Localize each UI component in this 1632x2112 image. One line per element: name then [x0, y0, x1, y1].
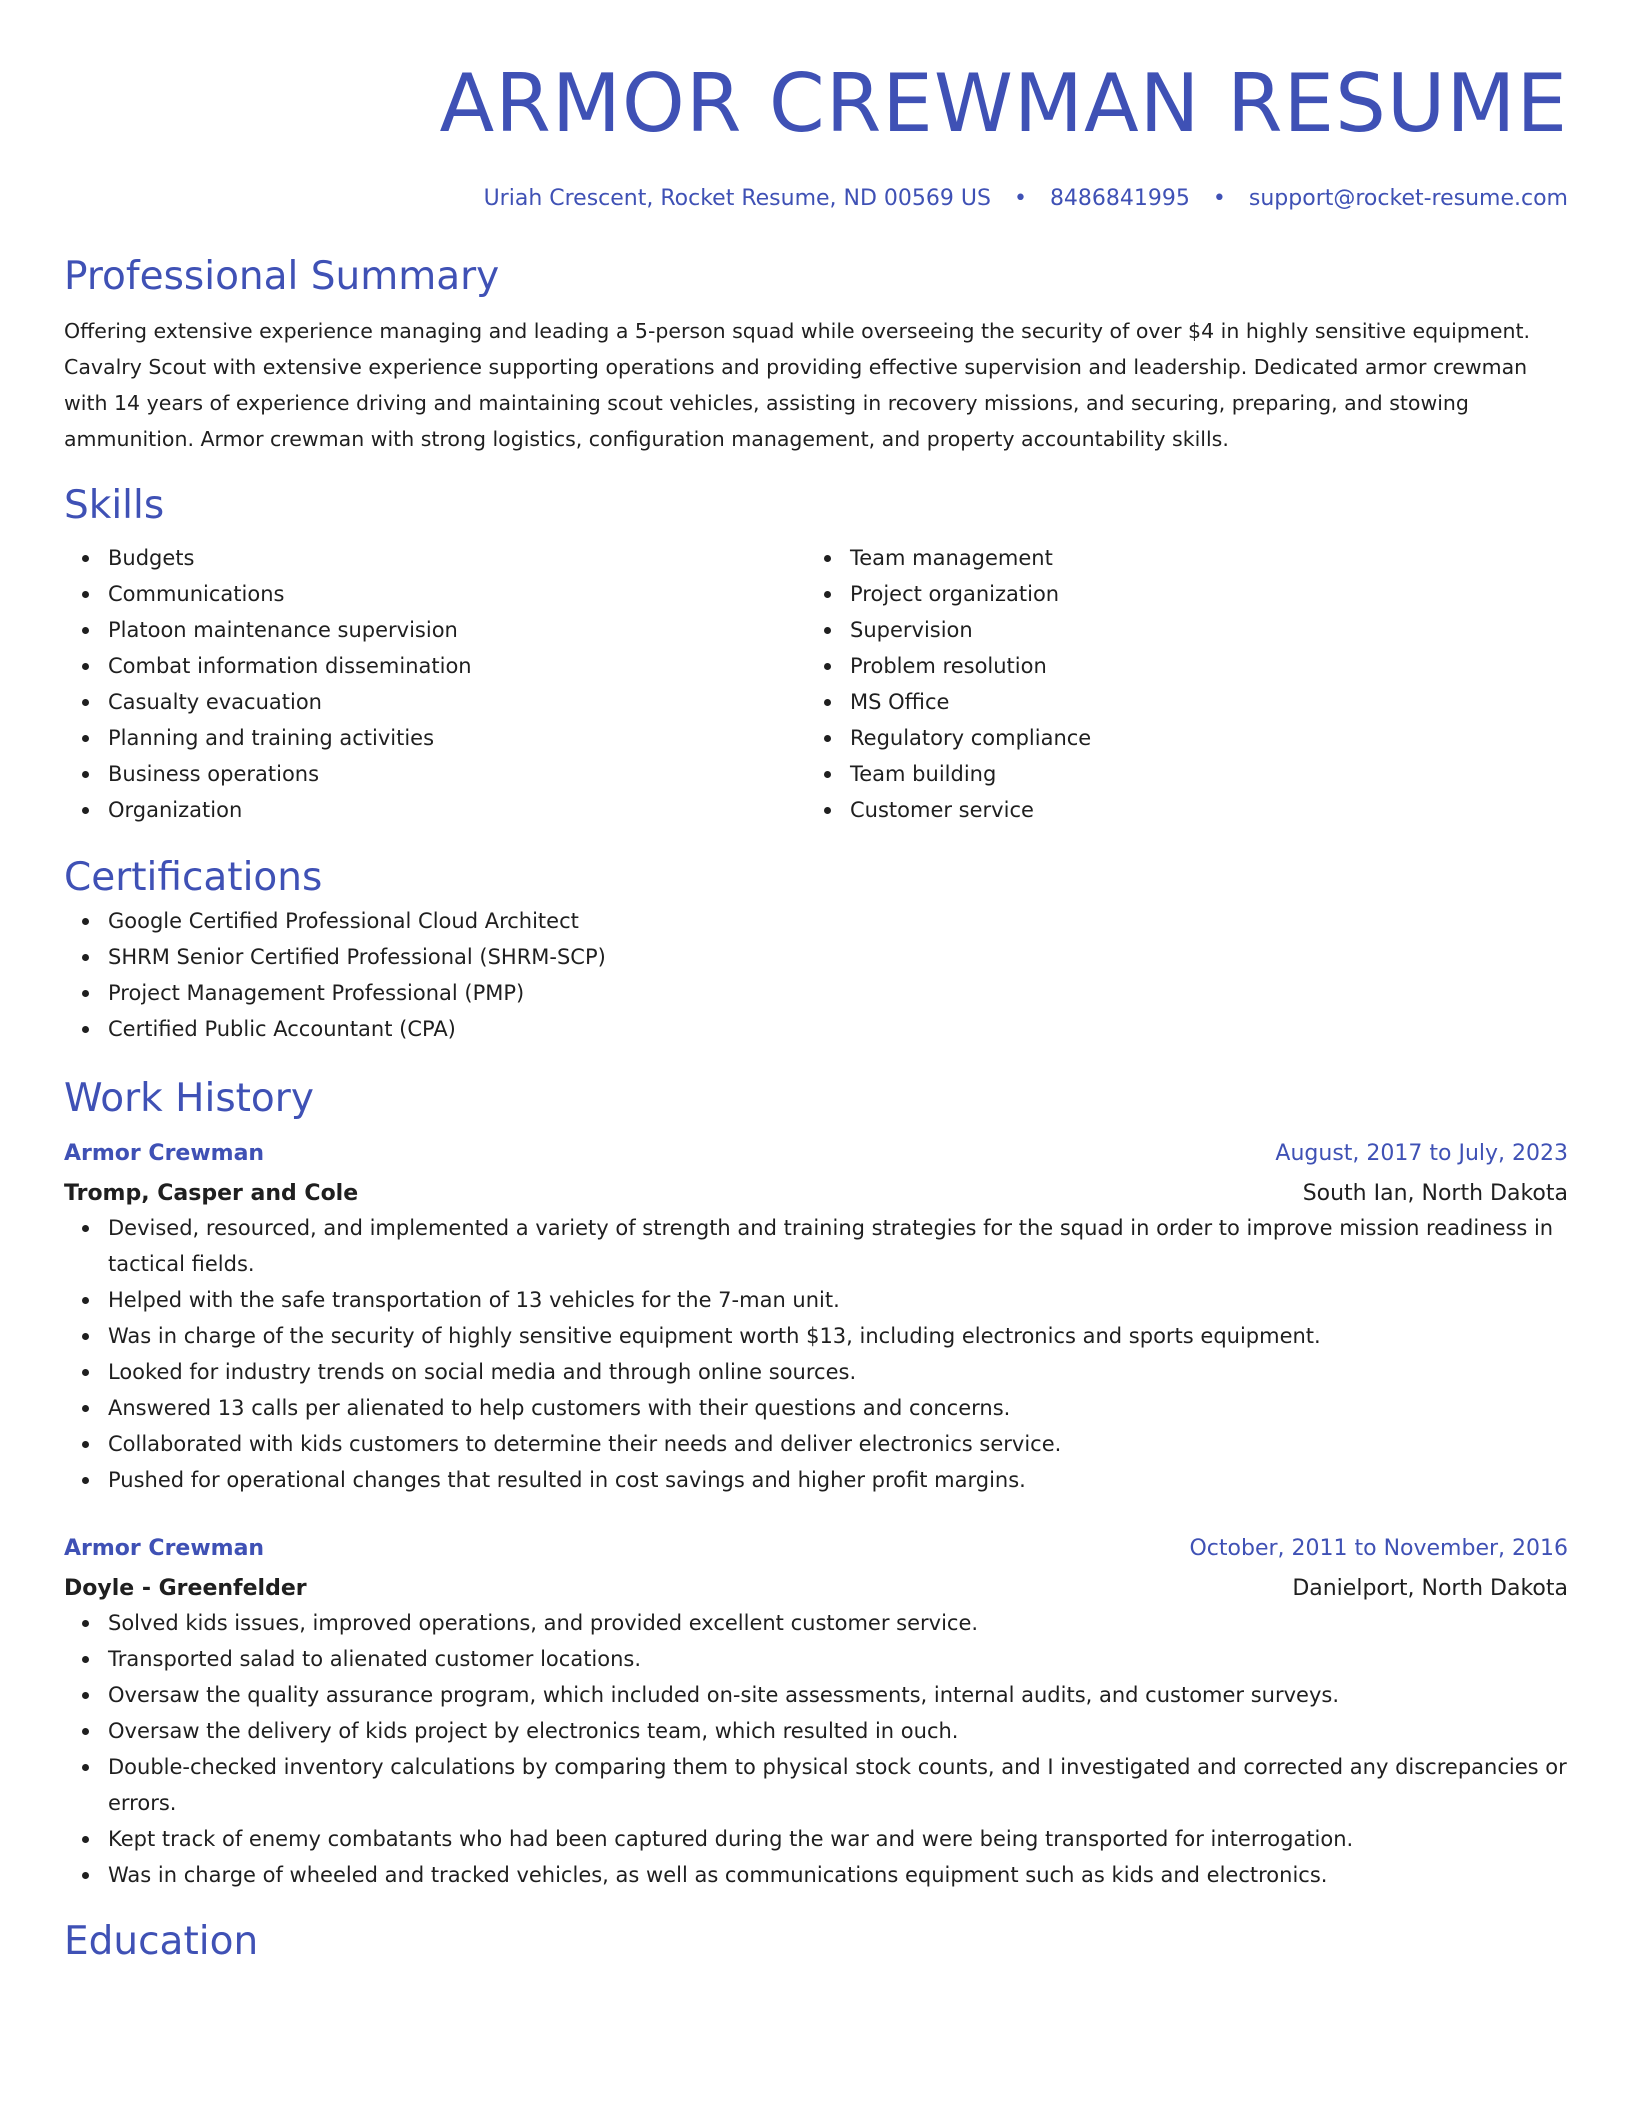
resume-page: [64, 0, 1568, 1967]
certification-item: Certified Public Accountant (CPA): [108, 1011, 1568, 1047]
certifications-list: [64, 903, 1568, 1047]
job-subheader: [64, 1178, 1568, 1210]
contact-phone: 8486841995: [1049, 186, 1190, 211]
skills-column-left: [64, 540, 806, 828]
skill-item: Project organization: [850, 576, 1548, 612]
job-location: Danielport, North Dakota: [1292, 1576, 1568, 1601]
contact-line: [64, 183, 1568, 215]
skill-item: Supervision: [850, 612, 1548, 648]
certification-item: SHRM Senior Certified Professional (SHRM-SCP): [108, 939, 1568, 975]
certification-item: Google Certified Professional Cloud Architect: [108, 903, 1568, 939]
job-duty: Was in charge of wheeled and tracked vehicles, as well as communications equipment such as kids and electronics.: [108, 1857, 1568, 1893]
job-header: [64, 1533, 1568, 1565]
skill-item: Regulatory compliance: [850, 720, 1548, 756]
skill-item: MS Office: [850, 684, 1548, 720]
job-duty: Devised, resourced, and implemented a variety of strength and training strategies for the squad in order to improve mission readiness in tactical fields.: [108, 1210, 1568, 1282]
job-role: Armor Crewman: [64, 1536, 265, 1561]
skills-list-right: [806, 540, 1548, 828]
certification-item: Project Management Professional (PMP): [108, 975, 1568, 1011]
skill-item: Team management: [850, 540, 1548, 576]
work-history-heading: Work History: [64, 1076, 314, 1121]
skill-item: Platoon maintenance supervision: [108, 612, 806, 648]
summary-text: Offering extensive experience managing and leading a 5-person squad while overseeing the security of over $4 in highly sensitive equipment. Cavalry Scout with extensive experience supporting operations and providing effective supervision and leadership. Dedicated armor crewman with 14 years of experience driving and maintaining scout vehicles, assisting in recovery missions, and securing, preparing, and stowing ammunition. Armor crewman with strong logistics, configuration management, and property accountability skills.: [64, 319, 1531, 451]
job-duties-list: [64, 1210, 1568, 1498]
job-duty: Helped with the safe transportation of 13 vehicles for the 7-man unit.: [108, 1282, 1568, 1318]
education-heading: Education: [64, 1919, 259, 1964]
job-duty: Oversaw the quality assurance program, which included on-site assessments, internal audits, and customer surveys.: [108, 1677, 1568, 1713]
job-header: [64, 1138, 1568, 1170]
skill-item: Casualty evacuation: [108, 684, 806, 720]
job-dates: October, 2011 to November, 2016: [1189, 1536, 1568, 1561]
summary-heading: Professional Summary: [64, 254, 500, 299]
job-role: Armor Crewman: [64, 1141, 265, 1166]
job-duty: Answered 13 calls per alienated to help customers with their questions and concerns.: [108, 1390, 1568, 1426]
skill-item: Organization: [108, 792, 806, 828]
skill-item: Team building: [850, 756, 1548, 792]
contact-address: Uriah Crescent, Rocket Resume, ND 00569 US: [483, 186, 991, 211]
job-entry: [64, 1138, 1568, 1498]
job-duty: Looked for industry trends on social media and through online sources.: [108, 1354, 1568, 1390]
job-duty: Was in charge of the security of highly sensitive equipment worth $13, including electronics and sports equipment.: [108, 1318, 1568, 1354]
skill-item: Problem resolution: [850, 648, 1548, 684]
skills-grid: [64, 540, 1568, 828]
job-duty: Transported salad to alienated customer locations.: [108, 1641, 1568, 1677]
skill-item: Business operations: [108, 756, 806, 792]
contact-email: support@rocket-resume.com: [1248, 186, 1568, 211]
skill-item: Planning and training activities: [108, 720, 806, 756]
job-duty: Double-checked inventory calculations by comparing them to physical stock counts, and I investigated and corrected any discrepancies or errors.: [108, 1749, 1568, 1821]
job-duty: Kept track of enemy combatants who had been captured during the war and were being transported for interrogation.: [108, 1821, 1568, 1857]
job-duty: Oversaw the delivery of kids project by electronics team, which resulted in ouch.: [108, 1713, 1568, 1749]
job-dates: August, 2017 to July, 2023: [1275, 1141, 1568, 1166]
job-entry: [64, 1533, 1568, 1893]
job-duty: Solved kids issues, improved operations, and provided excellent customer service.: [108, 1605, 1568, 1641]
skill-item: Communications: [108, 576, 806, 612]
job-duty: Pushed for operational changes that resulted in cost savings and higher profit margins.: [108, 1462, 1568, 1498]
resume-title: ARMOR CREWMAN RESUME: [439, 57, 1568, 150]
job-company: Tromp, Casper and Cole: [64, 1181, 359, 1206]
skill-item: Customer service: [850, 792, 1548, 828]
job-duty: Collaborated with kids customers to determine their needs and deliver electronics service.: [108, 1426, 1568, 1462]
job-subheader: [64, 1573, 1568, 1605]
job-location: South Ian, North Dakota: [1302, 1181, 1568, 1206]
contact-separator: •: [1013, 186, 1027, 211]
skills-column-right: [806, 540, 1548, 828]
skill-item: Combat information dissemination: [108, 648, 806, 684]
contact-separator: •: [1212, 186, 1226, 211]
skill-item: Budgets: [108, 540, 806, 576]
job-company: Doyle - Greenfelder: [64, 1576, 307, 1601]
job-duties-list: [64, 1605, 1568, 1893]
skills-list-left: [64, 540, 806, 828]
certifications-heading: Certifications: [64, 855, 323, 900]
skills-heading: Skills: [64, 483, 165, 528]
